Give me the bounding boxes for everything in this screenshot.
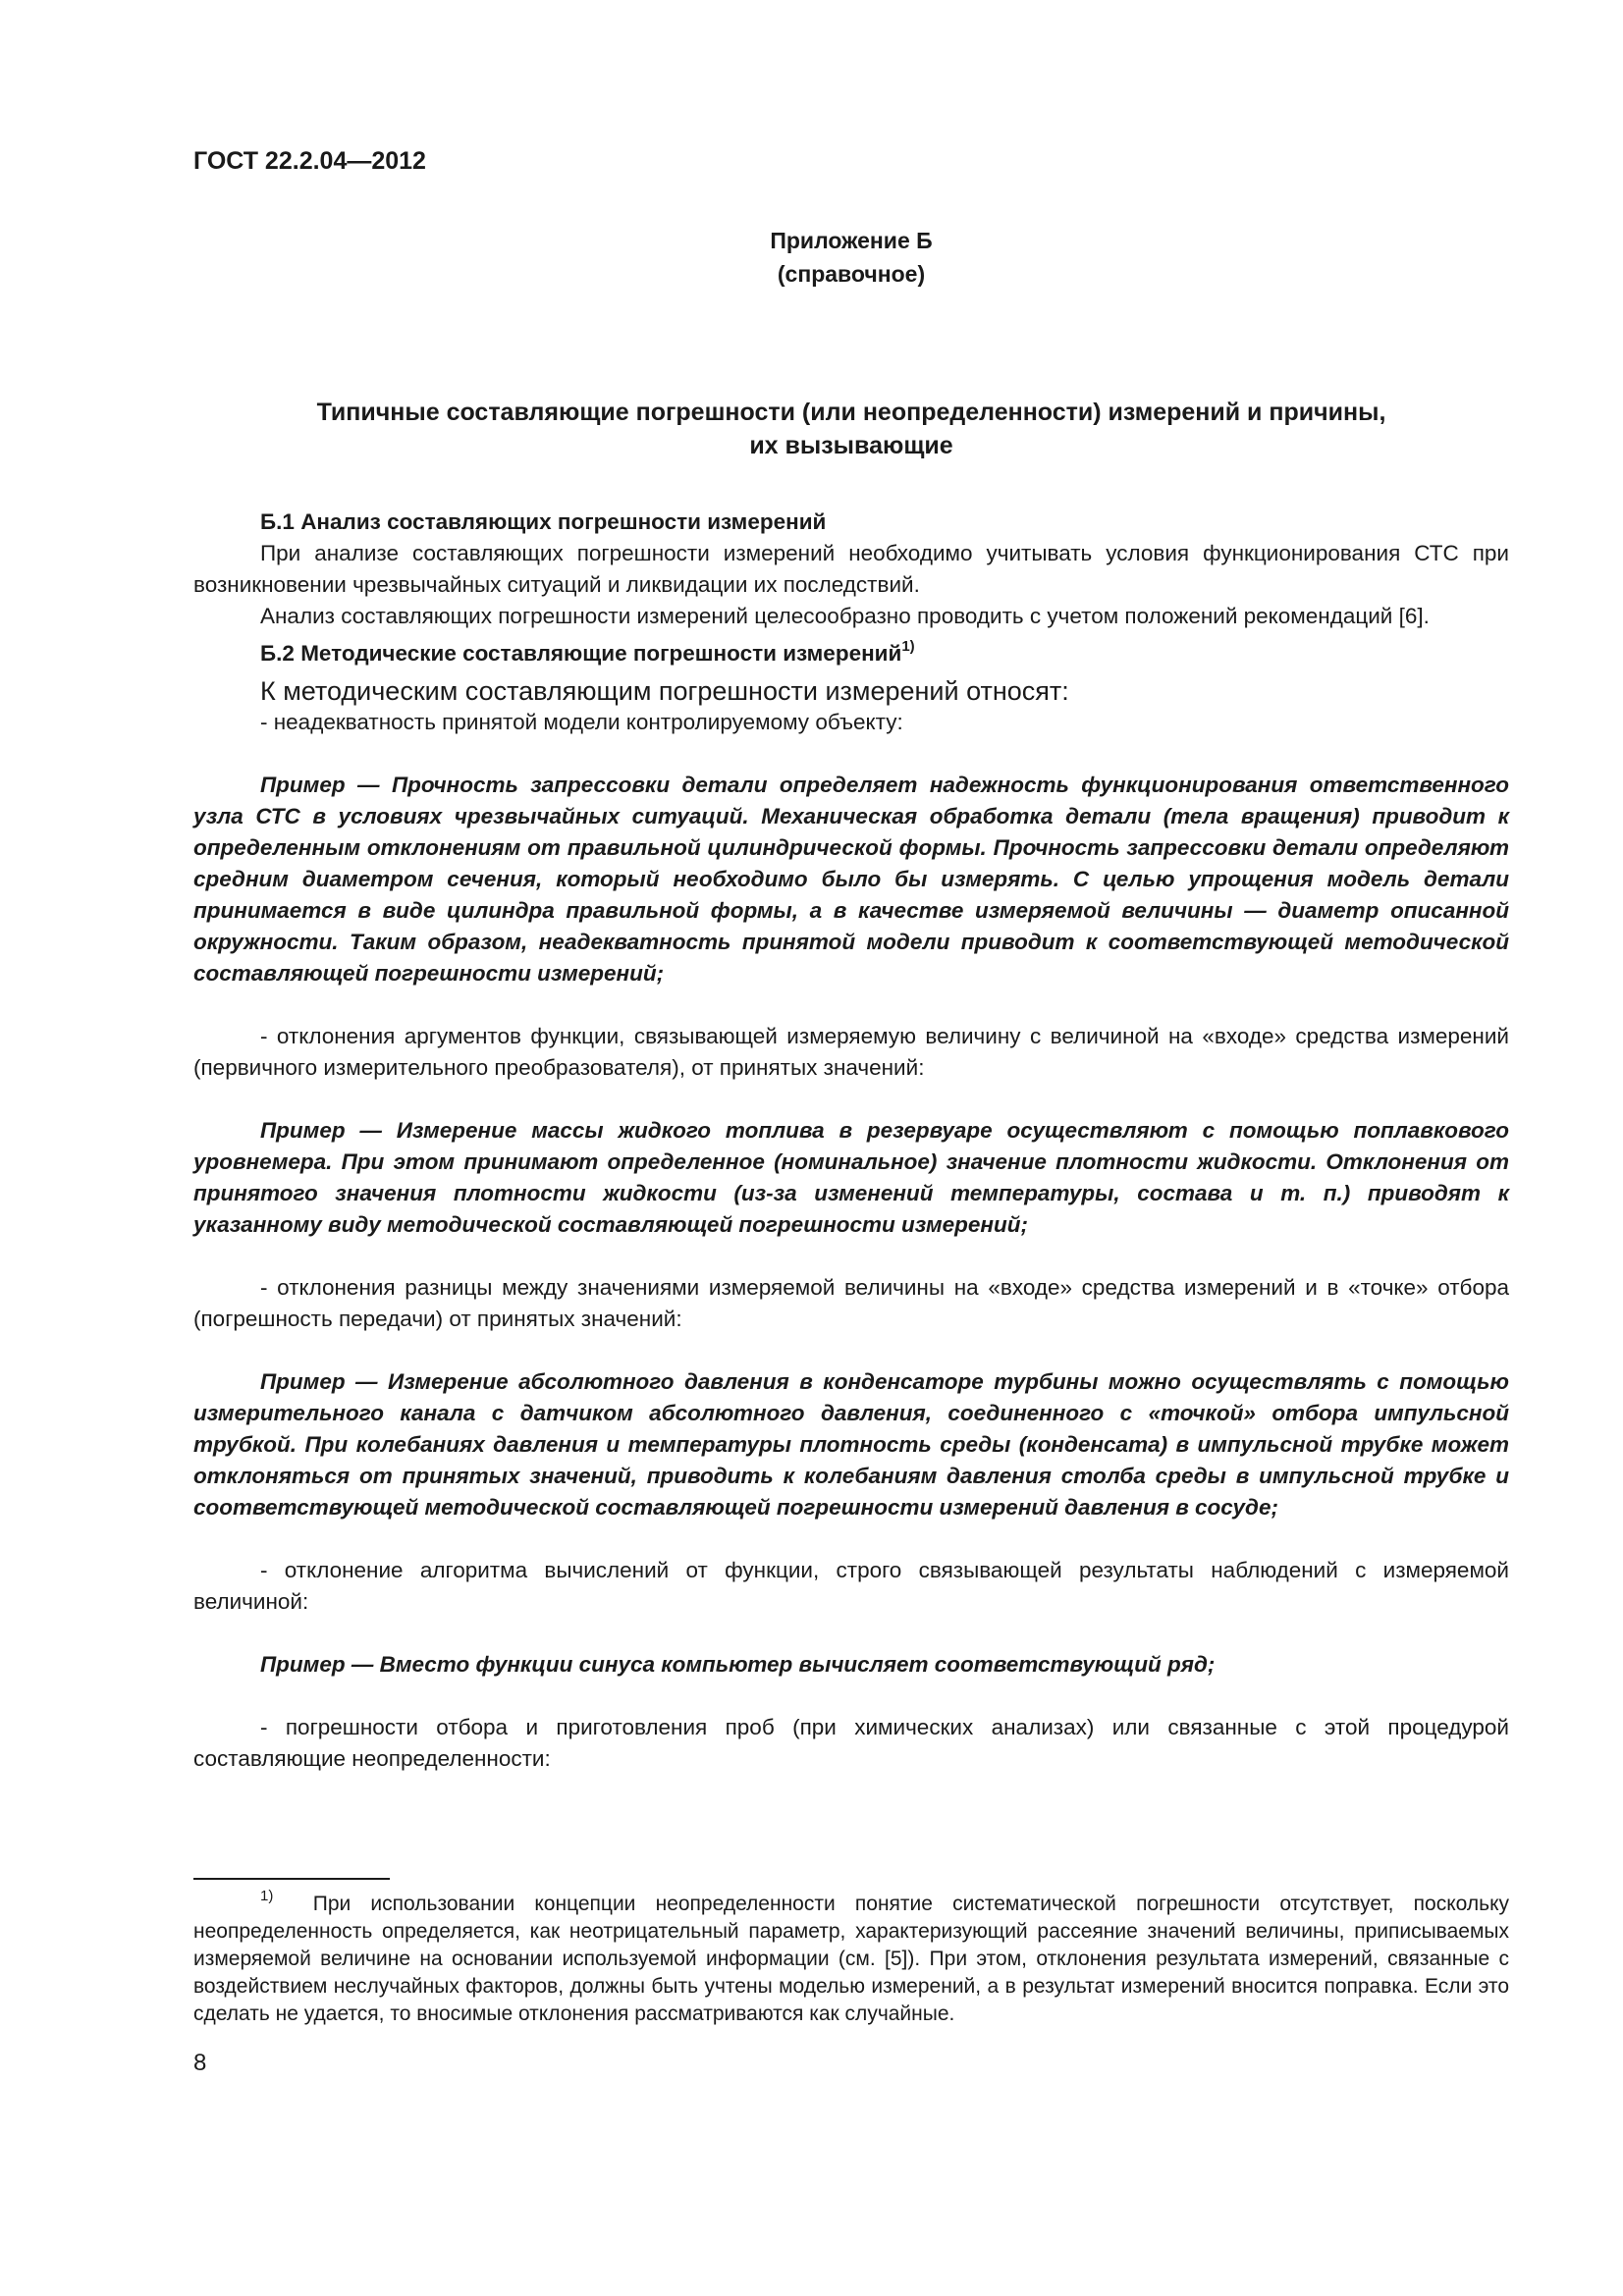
document-body: [193, 507, 1509, 1775]
title-line-1: Типичные составляющие погрешности (или неопределенности) измерений и причины,: [316, 399, 1386, 426]
section-b1-paragraph-2: Анализ составляющих погрешности измерений целесообразно проводить с учетом положений рекомендаций [6].: [260, 604, 1430, 628]
section-b2-heading-text: Б.2 Методические составляющие погрешности измерений: [260, 641, 902, 666]
section-b2-lead: К методическим составляющим погрешности измерений относят:: [260, 676, 1069, 706]
example-2: Пример — Измерение массы жидкого топлива в резервуаре осуществляют с помощью поплавкового уровнемера. При этом принимают определенное (номинальное) значение плотности жидкости. Отклонения от принятого значения плотности жидкости (из-за изменений температуры, состава и т. п.) приводят к указанному виду методической составляющей погрешности измерений;: [193, 1118, 1509, 1237]
list-item-2: - отклонения аргументов функции, связывающей измеряемую величину с величиной на «входе» средства измерений (первичного измерительного преобразователя), от принятых значений:: [193, 1024, 1509, 1080]
footnote-mark: 1): [260, 1888, 274, 1904]
appendix-kind: (справочное): [777, 261, 926, 287]
document-code: ГОСТ 22.2.04—2012: [193, 147, 426, 175]
footnote: [193, 1888, 1509, 2028]
footnote-reference: 1): [901, 637, 915, 655]
example-3: Пример — Измерение абсолютного давления в конденсаторе турбины можно осуществлять с помощью измерительного канала с датчиком абсолютного давления, соединенного с «точкой» отбора импульсной трубкой. При колебаниях давления и температуры плотность среды (конденсата) в импульсной трубке может отклоняться от принятых значений, приводить к колебаниям давления столба среды в импульсной трубке и соответствующей методической составляющей погрешности измерений давления в сосуде;: [193, 1369, 1509, 1520]
appendix-label: Приложение Б: [770, 228, 933, 253]
page-number: 8: [193, 2050, 207, 2076]
example-4: Пример — Вместо функции синуса компьютер вычисляет соответствующий ряд;: [260, 1652, 1216, 1677]
appendix-title: [193, 396, 1509, 462]
list-item-1: - неадекватность принятой модели контролируемому объекту:: [260, 710, 903, 734]
appendix-header: [193, 224, 1509, 291]
section-b1-heading: Б.1 Анализ составляющих погрешности измерений: [260, 509, 827, 534]
footnote-text: При использовании концепции неопределенности понятие систематической погрешности отсутствует, поскольку неопределенность определяется, как неотрицательный параметр, характеризующий рассеяние значений величины, приписываемых измеряемой величине на основании используемой информации (см. [5]). При этом, отклонения результата измерений, связанные с воздействием неслучайных факторов, должны быть учтены моделью измерений, а в результат измерений вносится поправка. Если это сделать не удается, то вносимые отклонения рассматриваются как случайные.: [193, 1893, 1509, 2025]
list-item-3: - отклонения разницы между значениями измеряемой величины на «входе» средства измерений и в «точке» отбора (погрешность передачи) от принятых значений:: [193, 1275, 1509, 1331]
example-1: Пример — Прочность запрессовки детали определяет надежность функционирования ответственного узла СТС в условиях чрезвычайных ситуаций. Механическая обработка детали (тела вращения) приводит к определенным отклонениям от правильной цилиндрической формы. Прочность запрессовки детали определяют средним диаметром сечения, который необходимо было бы измерять. С целью упрощения модель детали принимается в виде цилиндра правильной формы, а в качестве измеряемой величины — диаметр описанной окружности. Таким образом, неадекватность принятой модели приводит к соответствующей методической составляющей погрешности измерений;: [193, 773, 1509, 986]
list-item-5: - погрешности отбора и приготовления проб (при химических анализах) или связанные с этой процедурой составляющие неопределенности:: [193, 1715, 1509, 1771]
title-line-2: их вызывающие: [749, 432, 953, 459]
section-b1-paragraph-1: При анализе составляющих погрешности измерений необходимо учитывать условия функционирования СТС при возникновении чрезвычайных ситуаций и ликвидации их последствий.: [193, 541, 1509, 597]
section-b2-heading: [193, 638, 1509, 669]
footnote-separator: [193, 1878, 390, 1880]
list-item-4: - отклонение алгоритма вычислений от функции, строго связывающей результаты наблюдений с измеряемой величиной:: [193, 1558, 1509, 1614]
